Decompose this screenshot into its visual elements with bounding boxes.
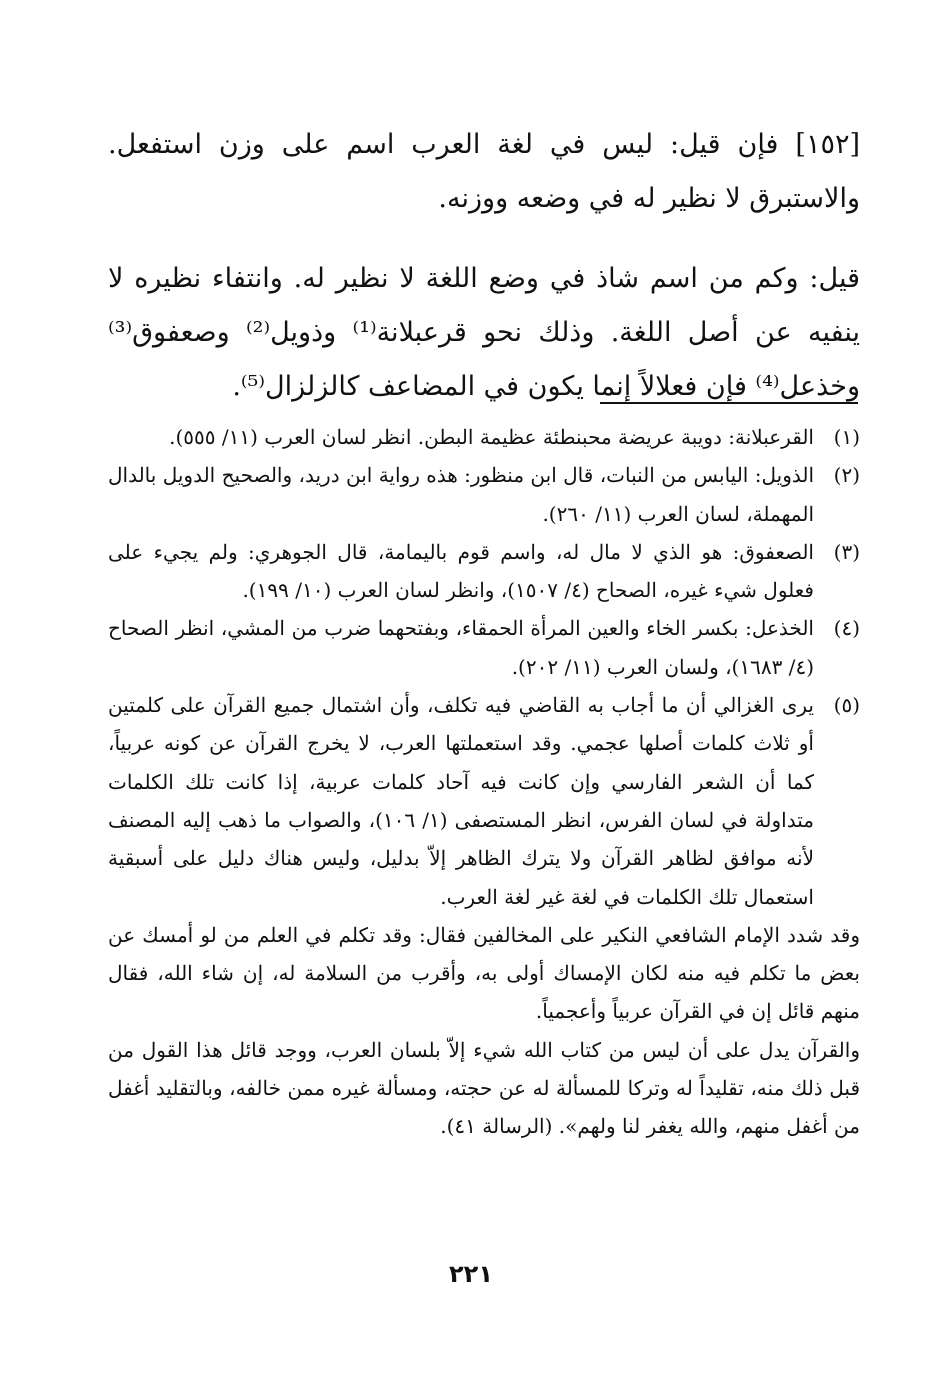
footnote-3 <box>108 533 860 610</box>
footnote-separator <box>600 402 858 404</box>
footnotes <box>108 418 860 1146</box>
footnote-2 <box>108 456 860 533</box>
footnote-text: يرى الغزالي أن ما أجاب به القاضي فيه تكلف، وأن اشتمال جميع القرآن على كلمتين أو ثلاث كلمات أصلها عجمي. وقد استعملتها العرب، لا يخرج القرآن عن كونه عربياً، كما أن الشعر الفارسي وإن كانت فيه آحاد كلمات عربية، إذا كانت تلك الكلمات متداولة في لسان الفرس، انظر المستصفى (١/ ١٠٦)، والصواب ما ذهب إليه المصنف لأنه موافق لظاهر القرآن ولا يترك الظاهر إلاّ بدليل، وليس هناك دليل على أسبقية استعمال تلك الكلمات في لغة غير لغة العرب. <box>108 693 814 909</box>
main-paragraph-2: قيل: وكم من اسم شاذ في وضع اللغة لا نظير له. وانتفاء نظيره لا ينفيه عن أصل اللغة. وذلك نحو قرعبلانة⁽¹⁾ وذويل⁽²⁾ وصعفوق⁽³⁾ وخذعل⁽⁴⁾ فإن فعلالاً إنما يكون في المضاعف كالزلزال⁽⁵⁾. <box>108 263 860 402</box>
main-text <box>108 118 860 440</box>
page-number: ٢٢١ <box>449 1260 493 1288</box>
footnote-number: (٣) <box>833 539 860 564</box>
footnote-text: القرعبلانة: دويبة عريضة محبنطئة عظيمة البطن. انظر لسان العرب (١١/ ٥٥٥). <box>169 425 814 449</box>
footnote-continuation-1: وقد شدد الإمام الشافعي النكير على المخالفين فقال: وقد تكلم في العلم من لو أمسك عن بعض ما تكلم فيه منه لكان الإمساك أولى به، وأقرب من السلامة له، إن شاء الله، فقال منهم قائل إن في القرآن عربياً وأعجمياً. <box>108 922 860 1024</box>
footnote-text: الذويل: اليابس من النبات، قال ابن منظور: هذه رواية ابن دريد، والصحيح الدويل بالدال المهملة، لسان العرب (١١/ ٢٦٠). <box>108 463 814 526</box>
footnote-5 <box>108 686 860 916</box>
footnote-1 <box>108 418 860 456</box>
footnote-number: (١) <box>833 425 860 449</box>
footnote-text: الصعفوق: هو الذي لا مال له، واسم قوم باليمامة، قال الجوهري: ولم يجيء على فعلول شيء غيره، الصحاح (٤/ ١٥٠٧)، وانظر لسان العرب (١٠/ ١٩٩). <box>108 539 814 603</box>
footnote-number: (٥) <box>833 693 860 718</box>
footnote-4 <box>108 609 860 686</box>
footnote-number: (٤) <box>833 616 860 641</box>
main-paragraph-1: [١٥٢] فإن قيل: ليس في لغة العرب اسم على وزن استفعل. والاستبرق لا نظير له في وضعه ووزنه. <box>108 129 860 214</box>
footnote-text: الخذعل: بكسر الخاء والعين المرأة الحمقاء، وبفتحهما ضرب من المشي، انظر الصحاح (٤/ ١٦٨٣)، ولسان العرب (١١/ ٢٠٢). <box>108 616 814 679</box>
footnote-number: (٢) <box>833 463 860 488</box>
footnote-continuation-2: والقرآن يدل على أن ليس من كتاب الله شيء إلاّ بلسان العرب، ووجد قائل هذا القول من قبل ذلك منه، تقليداً له وتركا للمسألة له عن حجته، ومسألة غيره ممن خالفه، وبالتقليد أغفل من أغفل منهم، والله يغفر لنا ولهم». (الرسالة ٤١). <box>108 1037 860 1139</box>
